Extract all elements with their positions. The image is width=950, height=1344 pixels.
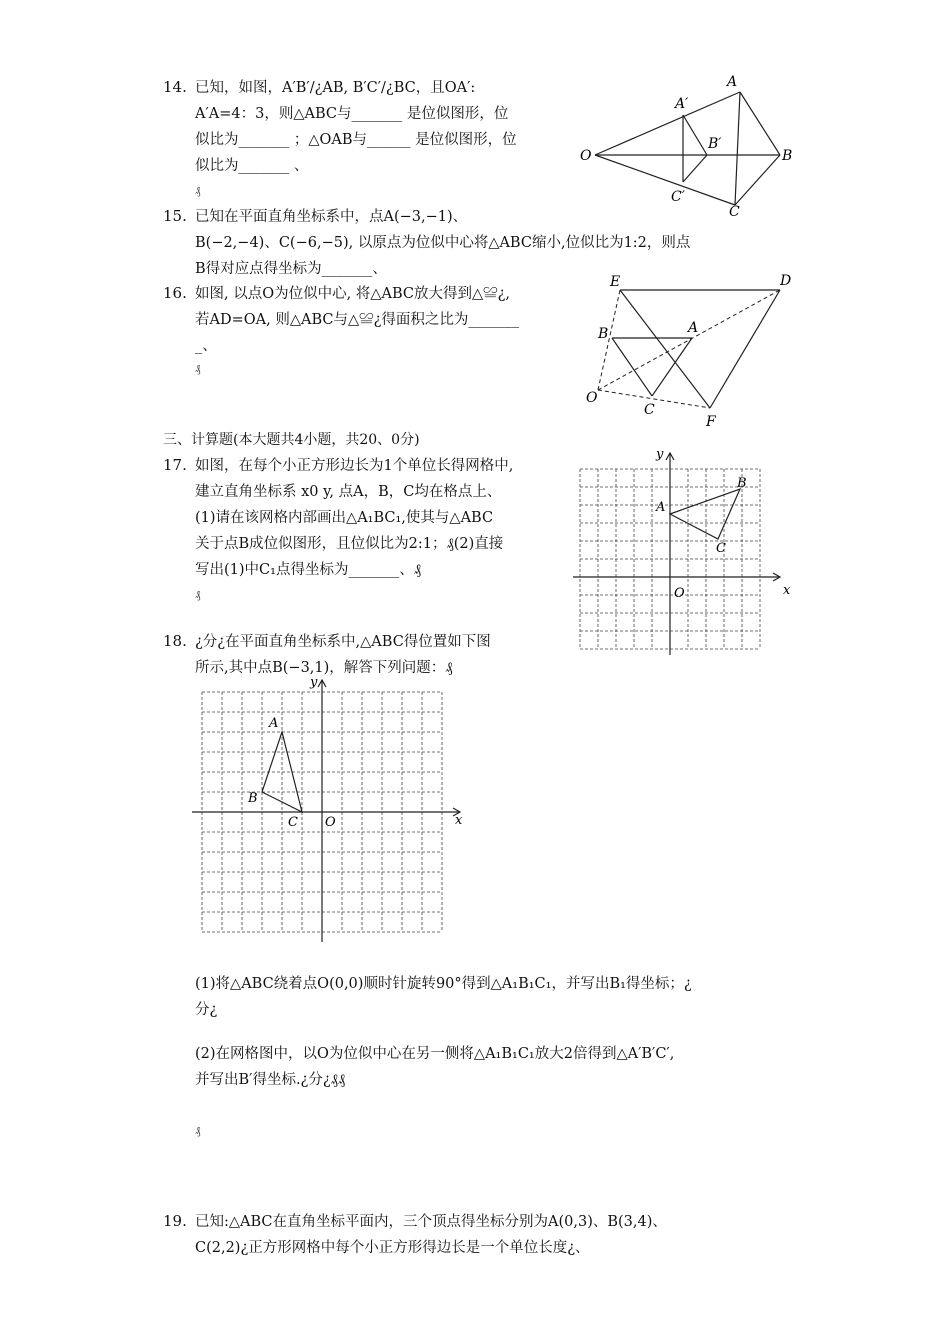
q14-label-Ap: A′: [675, 96, 689, 112]
paragraph-mark: ₰: [195, 1124, 201, 1137]
q15-number: 15.: [163, 207, 187, 225]
q19-number: 19.: [163, 1212, 187, 1230]
q16-line-1: 如图, 以点O为位似中心, 将△ABC放大得到△≌¿,: [195, 286, 510, 302]
q17-axis-y: y: [656, 447, 664, 462]
q14-number: 14.: [163, 78, 187, 96]
q17-axis-x: x: [783, 583, 791, 598]
q17-line-4: 关于点B成位似图形，且位似比为2:1；₰(2)直接: [195, 536, 504, 552]
q15-line-3: B得对应点得坐标为_______、: [195, 261, 387, 277]
paragraph-mark: ₰: [195, 362, 201, 375]
section-3-heading: 三、计算题(本大题共4小题，共20、0分): [163, 432, 420, 448]
q18-line-2: 所示,其中点B(−3,1)，解答下列问题：₰: [195, 660, 453, 676]
q17-line-1: 如图，在每个小正方形边长为1个单位长得网格中,: [195, 458, 514, 474]
q17-label-B: B: [737, 476, 747, 491]
q16-label-E: E: [610, 274, 621, 290]
q17-number: 17.: [163, 456, 187, 474]
q16-label-F: F: [706, 414, 716, 430]
q18-line-1: ¿分¿在平面直角坐标系中,△ABC得位置如下图: [195, 634, 491, 650]
q18-number: 18.: [163, 632, 187, 650]
q17-label-C: C: [716, 541, 726, 556]
q17-line-3: (1)请在该网格内部画出△A₁BC₁,使其与△ABC: [195, 510, 494, 526]
q14-label-B: B: [782, 148, 793, 164]
q15-line-2: B(−2,−4)、C(−6,−5), 以原点为位似中心将△ABC缩小,位似比为1:2，则点: [195, 235, 691, 251]
q14-line-4: 似比为_______ 、: [195, 158, 309, 174]
q15-line-1: 已知在平面直角坐标系中，点A(−3,−1)、: [195, 209, 468, 225]
q16-label-A: A: [688, 320, 699, 336]
q16-label-C: C: [644, 402, 655, 418]
q17-label-A: A: [656, 500, 666, 515]
q18-axis-y: y: [310, 675, 318, 690]
q16-line-2: 若AD=OA, 则△ABC与△≌¿得面积之比为_______: [195, 312, 520, 328]
paragraph-mark: ₰: [195, 588, 201, 601]
q16-label-O: O: [586, 390, 598, 406]
q18-axis-x: x: [455, 813, 463, 828]
q16-line-3: _、: [195, 338, 217, 354]
q14-label-C: C: [729, 204, 740, 220]
q18-part1-line-1: (1)将△ABC绕着点O(0,0)顺时针旋转90°得到△A₁B₁C₁，并写出B₁得坐标；¿: [195, 976, 692, 992]
q18-origin: O: [325, 815, 336, 830]
q16-label-D: D: [780, 273, 792, 289]
q18-grid-figure: [190, 672, 475, 947]
q14-line-1: 已知，如图，A′B′/¿AB, B′C′/¿BC，且OA′:: [195, 80, 476, 96]
q17-line-5: 写出(1)中C₁点得坐标为_______、₰: [195, 562, 421, 578]
paragraph-mark: ₰: [195, 184, 201, 197]
q19-line-2: C(2,2)¿正方形网格中每个小正方形得边长是一个单位长度¿、: [195, 1240, 590, 1256]
q14-line-2: A′A=4：3，则△ABC与_______ 是位似图形，位: [195, 106, 509, 122]
q17-origin: O: [674, 586, 685, 601]
q18-label-A: A: [269, 716, 279, 731]
q18-part1-line-2: 分¿: [195, 1002, 218, 1018]
q18-label-C: C: [288, 815, 298, 830]
q14-label-Bp: B′: [708, 136, 722, 152]
q14-label-Cp: C′: [671, 189, 685, 205]
q16-label-B: B: [598, 326, 609, 342]
q18-part2-line-1: (2)在网格图中，以O为位似中心在另一侧将△A₁B₁C₁放大2倍得到△A′B′C′,: [195, 1046, 675, 1062]
q16-figure: [580, 268, 800, 433]
q16-number: 16.: [163, 284, 187, 302]
q14-figure: [575, 70, 800, 220]
q14-line-3: 似比为_______ ；△OAB与______ 是位似图形，位: [195, 132, 517, 148]
q14-label-A: A: [727, 74, 738, 90]
q18-label-B: B: [248, 791, 258, 806]
q17-grid-figure: [570, 445, 795, 655]
q14-label-O: O: [580, 148, 592, 164]
q19-line-1: 已知:△ABC在直角坐标平面内，三个顶点得坐标分别为A(0,3)、B(3,4)、: [195, 1214, 667, 1230]
q18-part2-line-2: 并写出B′得坐标.¿分¿₰₰: [195, 1072, 346, 1088]
q17-line-2: 建立直角坐标系 x0 y, 点A，B，C均在格点上、: [195, 484, 502, 500]
